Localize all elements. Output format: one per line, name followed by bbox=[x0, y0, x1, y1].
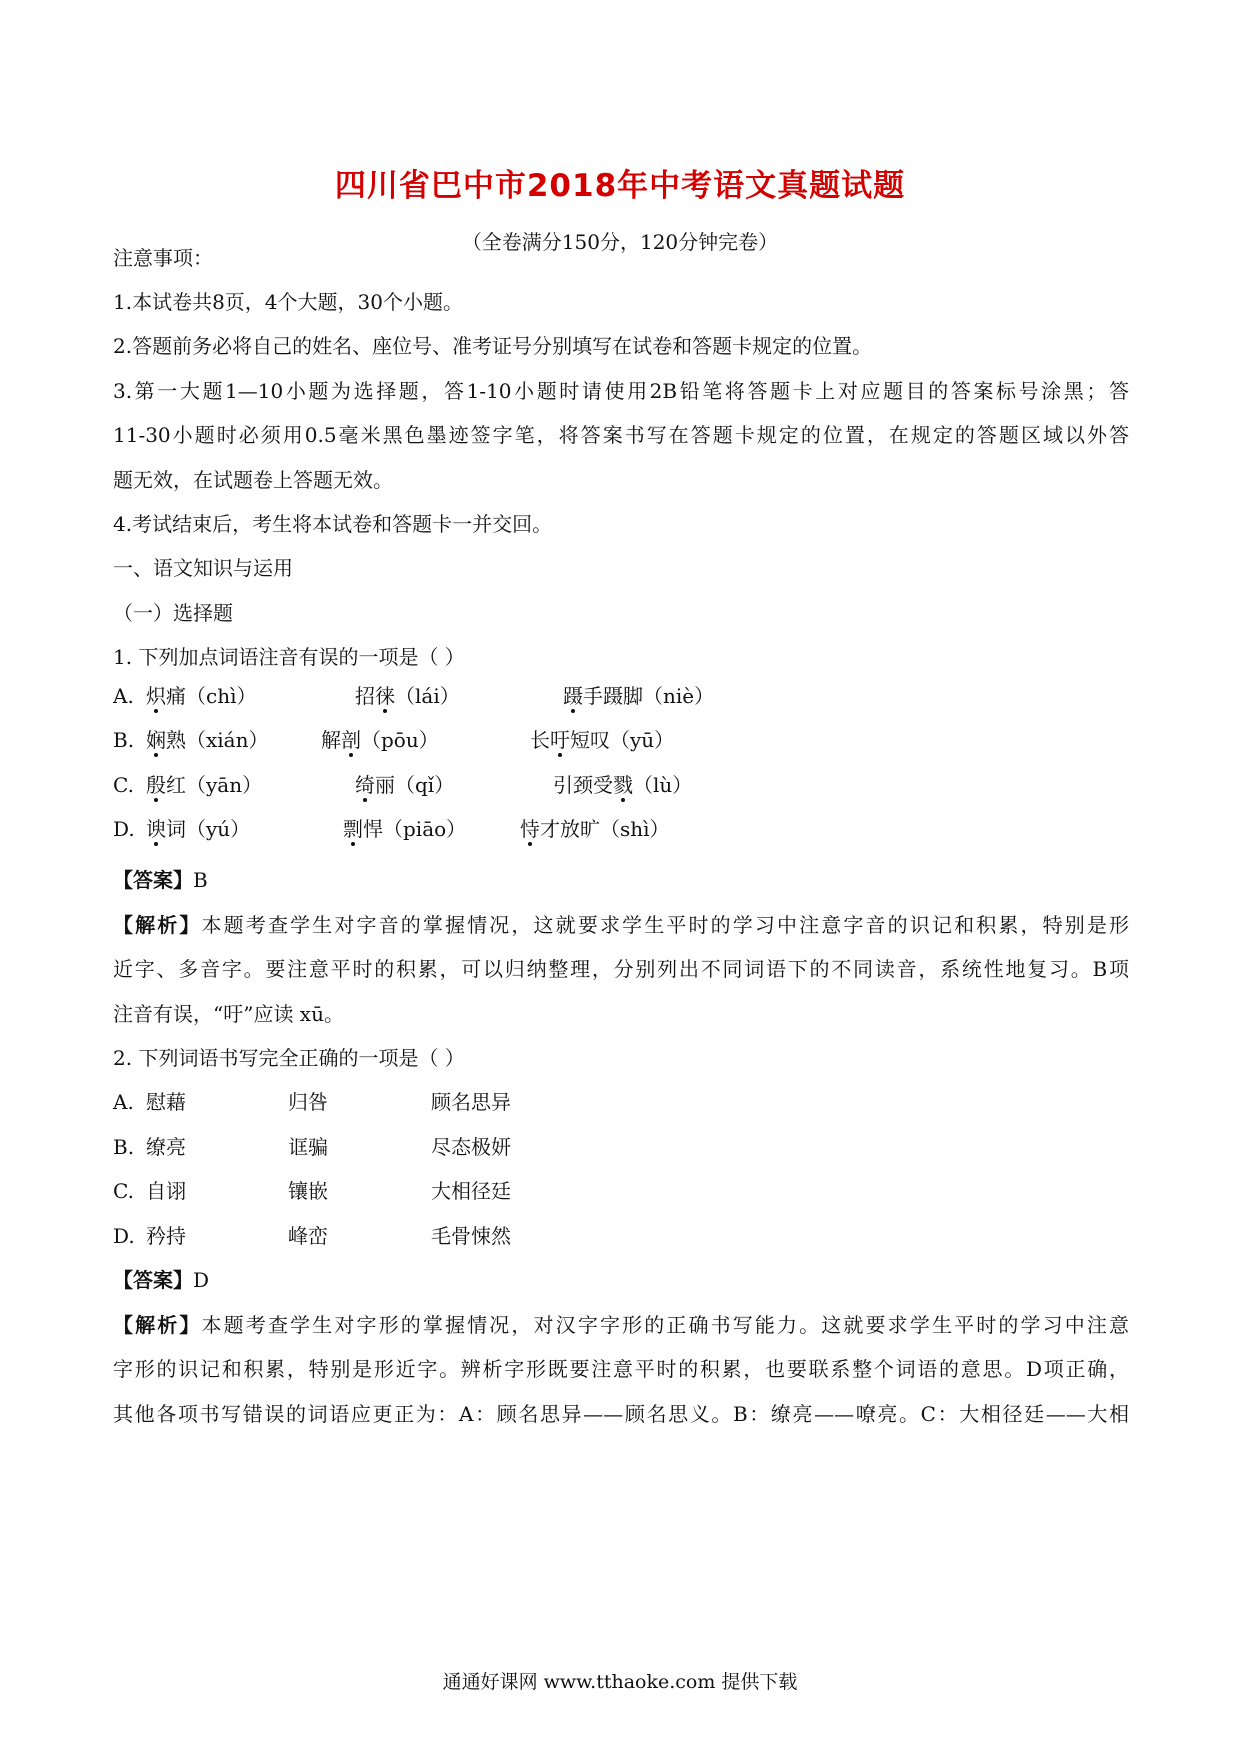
dotted-char: 蹑 bbox=[563, 684, 583, 708]
dotted-char: 戮 bbox=[613, 773, 633, 797]
option-letter: D. bbox=[113, 817, 135, 841]
option-item: 蹑手蹑脚（niè） bbox=[563, 684, 715, 708]
option-word: 归咎 bbox=[288, 1090, 328, 1114]
notice-item: 1.本试卷共8页，4个大题，30个小题。 bbox=[113, 290, 463, 314]
option-item: 剽悍（piāo） bbox=[343, 817, 467, 841]
dotted-char: 殷 bbox=[146, 773, 166, 797]
option-letter: B. bbox=[113, 1135, 135, 1159]
subsection-heading: （一）选择题 bbox=[113, 601, 233, 625]
option-item: 解剖（pōu） bbox=[321, 728, 439, 752]
option-letter: C. bbox=[113, 773, 134, 797]
notice-heading: 注意事项： bbox=[113, 246, 213, 270]
dotted-char: 绮 bbox=[355, 773, 375, 797]
notice-item: 题无效，在试题卷上答题无效。 bbox=[113, 468, 393, 492]
q2-answer: 【答案】D bbox=[113, 1268, 210, 1292]
dotted-char: 徕 bbox=[375, 684, 395, 708]
notice-item: 3.第一大题1—10小题为选择题，答1-10小题时请使用2B铅笔将答题卡上对应题目的答案标号涂黑；答 bbox=[113, 379, 1129, 403]
option-word: 镶嵌 bbox=[288, 1179, 328, 1203]
option-word: 诓骗 bbox=[288, 1135, 328, 1159]
notice-item: 4.考试结束后，考生将本试卷和答题卡一并交回。 bbox=[113, 512, 553, 536]
option-letter: D. bbox=[113, 1224, 135, 1248]
option-letter: A. bbox=[113, 684, 134, 708]
option-item: 招徕（lái） bbox=[355, 684, 460, 708]
option-item: 恃才放旷（shì） bbox=[520, 817, 670, 841]
dotted-char: 炽 bbox=[146, 684, 166, 708]
option-word: 矜持 bbox=[146, 1224, 186, 1248]
q2-analysis-line: 字形的识记和积累，特别是形近字。辨析字形既要注意平时的积累，也要联系整个词语的意思。D项正确， bbox=[113, 1357, 1129, 1381]
option-word: 峰峦 bbox=[288, 1224, 328, 1248]
option-item: 殷红（yān） bbox=[146, 773, 263, 797]
option-item: 引颈受戮（lù） bbox=[553, 773, 693, 797]
option-word: 大相径廷 bbox=[431, 1179, 511, 1203]
q2-analysis-line: 其他各项书写错误的词语应更正为：A：顾名思异——顾名思义。B：缭亮——嘹亮。C：大相径廷——大相 bbox=[113, 1402, 1129, 1426]
dotted-char: 谀 bbox=[146, 817, 166, 841]
option-item: 绮丽（qǐ） bbox=[355, 773, 455, 797]
option-item: 谀词（yú） bbox=[146, 817, 251, 841]
q1-answer: 【答案】B bbox=[113, 868, 208, 892]
question-1-stem: 1. 下列加点词语注音有误的一项是（ ） bbox=[113, 645, 465, 669]
dotted-char: 娴 bbox=[146, 728, 166, 752]
option-letter: C. bbox=[113, 1179, 134, 1203]
dotted-char: 剽 bbox=[343, 817, 363, 841]
option-word: 缭亮 bbox=[146, 1135, 186, 1159]
option-item: 炽痛（chì） bbox=[146, 684, 257, 708]
notice-item: 2.答题前务必将自己的姓名、座位号、准考证号分别填写在试卷和答题卡规定的位置。 bbox=[113, 334, 873, 358]
section-heading: 一、语文知识与运用 bbox=[113, 556, 293, 580]
question-2-stem: 2. 下列词语书写完全正确的一项是（ ） bbox=[113, 1046, 465, 1070]
q1-analysis-line: 【解析】本题考查学生对字音的掌握情况，这就要求学生平时的学习中注意字音的识记和积累，特别是形 bbox=[113, 913, 1130, 937]
option-item: 长吁短叹（yū） bbox=[530, 728, 675, 752]
option-word: 慰藉 bbox=[146, 1090, 186, 1114]
option-word: 顾名思异 bbox=[431, 1090, 511, 1114]
dotted-char: 剖 bbox=[341, 728, 361, 752]
option-item: 娴熟（xián） bbox=[146, 728, 269, 752]
option-word: 尽态极妍 bbox=[431, 1135, 511, 1159]
option-word: 自诩 bbox=[146, 1179, 186, 1203]
option-word: 毛骨悚然 bbox=[431, 1224, 511, 1248]
dotted-char: 吁 bbox=[550, 728, 570, 752]
page-footer: 通通好课网 www.tthaoke.com 提供下载 bbox=[442, 1671, 798, 1693]
dotted-char: 恃 bbox=[520, 817, 540, 841]
notice-item: 11-30小题时必须用0.5毫米黑色墨迹签字笔，将答案书写在答题卡规定的位置，在规定的答题区域以外答 bbox=[113, 423, 1129, 447]
page-subtitle: （全卷满分150分，120分钟完卷） bbox=[461, 230, 779, 254]
q1-analysis-line: 近字、多音字。要注意平时的积累，可以归纳整理，分别列出不同词语下的不同读音，系统性地复习。B项 bbox=[113, 957, 1129, 981]
option-letter: A. bbox=[113, 1090, 134, 1114]
q1-analysis-line: 注音有误，“吁”应读 xū。 bbox=[113, 1002, 344, 1026]
option-letter: B. bbox=[113, 728, 135, 752]
page-title: 四川省巴中市2018年中考语文真题试题 bbox=[334, 168, 906, 204]
q2-analysis-line: 【解析】本题考查学生对字形的掌握情况，对汉字字形的正确书写能力。这就要求学生平时的学习中注意 bbox=[113, 1313, 1130, 1337]
